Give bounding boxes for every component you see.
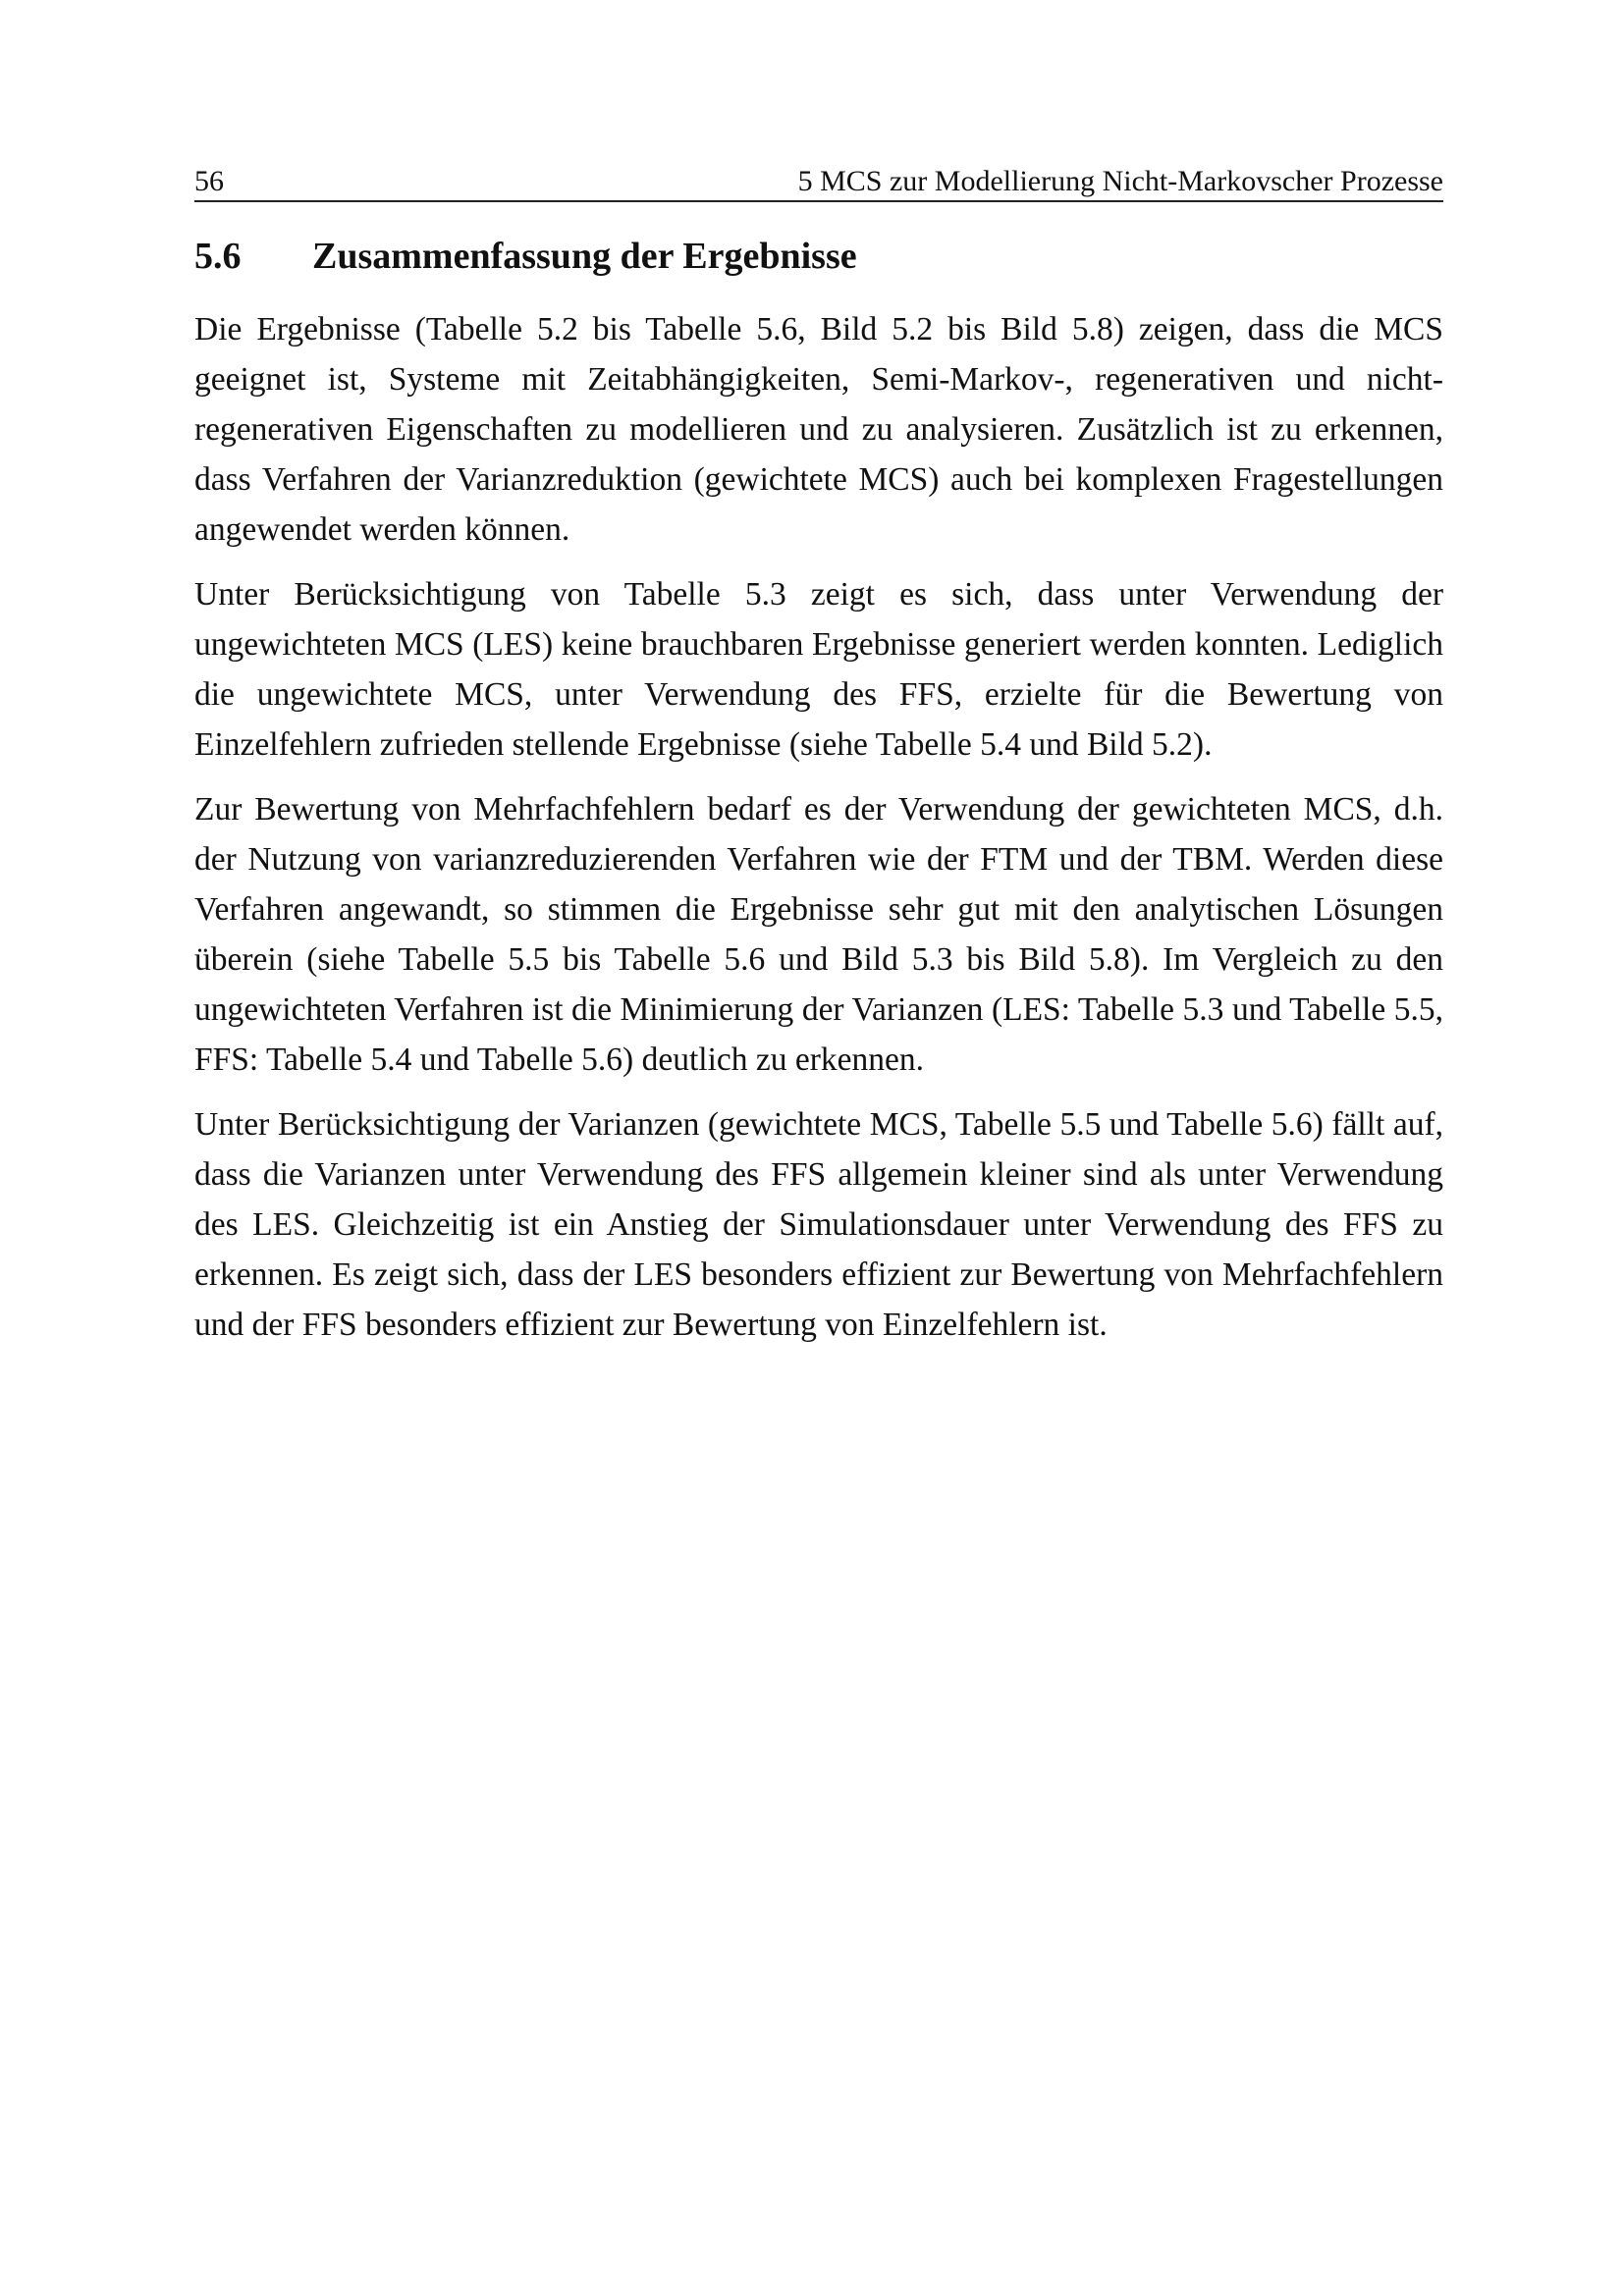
section-number: 5.6: [194, 236, 242, 277]
paragraph-3: Zur Bewertung von Mehrfachfehlern bedarf es der Verwendung der gewichteten MCS, d.h. der Nutzung von varianzreduzierenden Verfahren wie der FTM und der TBM. Werden diese Verfahren angewandt, so stimmen die Ergebnisse sehr gut mit den analytischen Lösungen überein (siehe Tabelle 5.5 bis Tabelle 5.6 und Bild 5.3 bis Bild 5.8). Im Vergleich zu den ungewichteten Verfahren ist die Minimierung der Varianzen (LES: Tabelle 5.3 und Tabelle 5.5, FFS: Tabelle 5.4 und Tabelle 5.6) deutlich zu erkennen.: [194, 791, 1443, 1078]
paragraph-4: Unter Berücksichtigung der Varianzen (gewichtete MCS, Tabelle 5.5 und Tabelle 5.6) fällt auf, dass die Varianzen unter Verwendung des FFS allgemein kleiner sind als unter Verwendung des LES. Gleichzeitig ist ein Anstieg der Simulationsdauer unter Verwendung des FFS zu erkennen. Es zeigt sich, dass der LES besonders effizient zur Bewertung von Mehrfachfehlern und der FFS besonders effizient zur Bewertung von Einzelfehlern ist.: [194, 1106, 1443, 1343]
page-header: [194, 161, 1443, 202]
body-text: [194, 304, 1443, 1364]
page-number: 56: [194, 165, 224, 197]
paragraph-2: Unter Berücksichtigung von Tabelle 5.3 zeigt es sich, dass unter Verwendung der ungewichteten MCS (LES) keine brauchbaren Ergebnisse generiert werden konnten. Lediglich die ungewichtete MCS, unter Verwendung des FFS, erzielte für die Bewertung von Einzelfehlern zufrieden stellende Ergebnisse (siehe Tabelle 5.4 und Bild 5.2).: [194, 576, 1443, 763]
section-title: Zusammenfassung der Ergebnisse: [312, 236, 857, 277]
paragraph-1: Die Ergebnisse (Tabelle 5.2 bis Tabelle 5.6, Bild 5.2 bis Bild 5.8) zeigen, dass die MCS geeignet ist, Systeme mit Zeitabhängigkeiten, Semi-Markov-, regenerativen und nicht-regenerativen Eigenschaften zu modellieren und zu analysieren. Zusätzlich ist zu erkennen, dass Verfahren der Varianzreduktion (gewichtete MCS) auch bei komplexen Fragestellungen angewendet werden können.: [194, 311, 1443, 548]
section-heading: [194, 234, 1443, 279]
running-title: 5 MCS zur Modellierung Nicht-Markovscher Prozesse: [797, 165, 1443, 197]
